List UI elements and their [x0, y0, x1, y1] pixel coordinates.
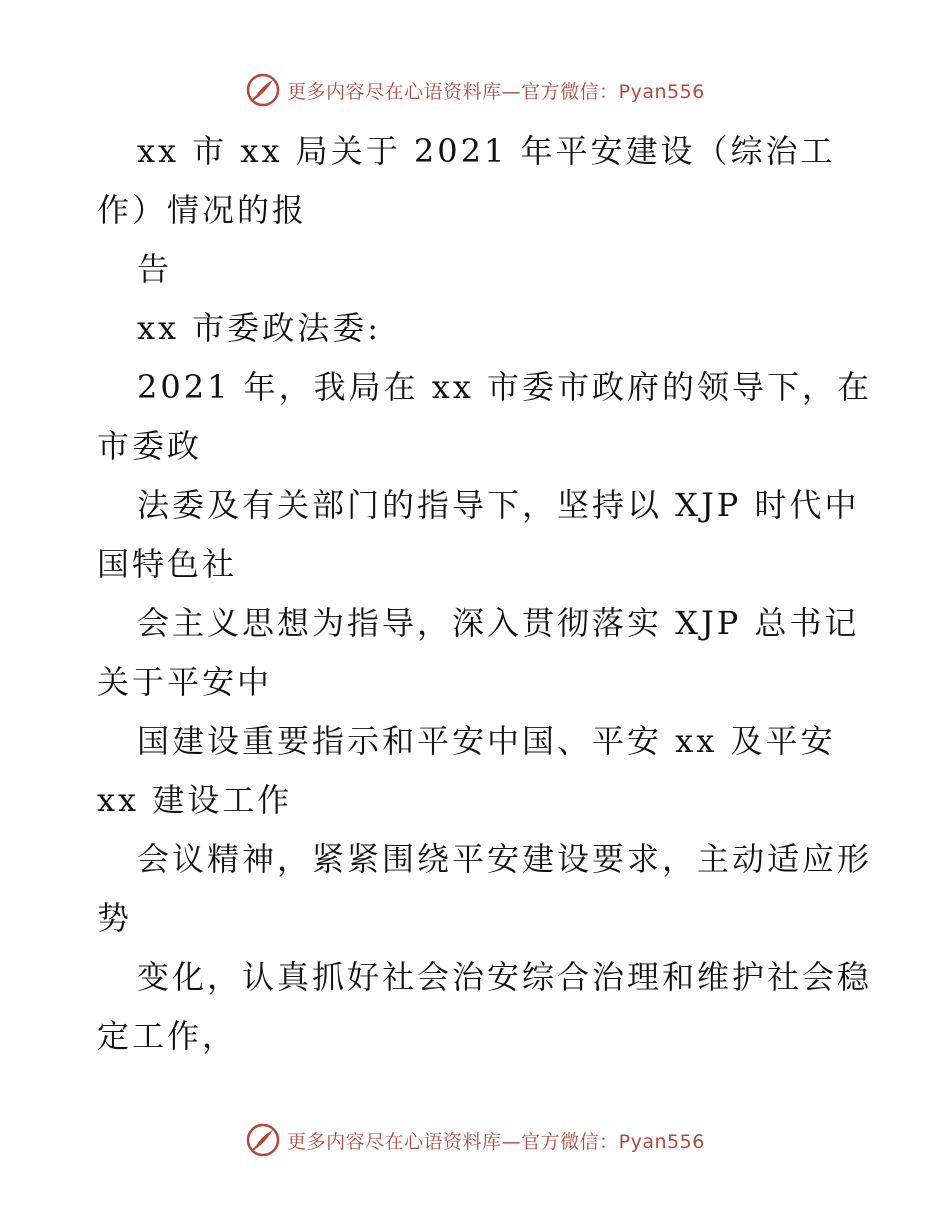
quill-logo-icon: [245, 1122, 281, 1158]
salutation: xx 市委政法委:: [137, 309, 382, 347]
paragraph-line: 国建设重要指示和平安中国、平安 xx 及平安: [137, 722, 836, 760]
header-banner-text: 更多内容尽在心语资料库—官方微信：Pyan556: [287, 80, 705, 103]
paragraph-line: 市委政: [97, 427, 203, 465]
title-line-1: xx 市 xx 局关于 2021 年平安建设（综治工: [137, 132, 836, 170]
paragraph-line: 势: [97, 899, 133, 937]
title-line-2: 作）情况的报: [97, 191, 308, 229]
document-body: [97, 122, 873, 1066]
paragraph-line: 2021 年，我局在 xx 市委市政府的领导下，在: [137, 368, 873, 406]
paragraph-line: 会议精神，紧紧围绕平安建设要求，主动适应形: [137, 840, 873, 878]
paragraph-line: 关于平安中: [97, 663, 273, 701]
title-line-3: 告: [137, 250, 173, 288]
quill-logo-icon: [245, 72, 281, 108]
paragraph-line: 定工作，: [97, 1017, 238, 1055]
paragraph-line: xx 建设工作: [97, 781, 293, 819]
paragraph-line: 国特色社: [97, 545, 238, 583]
header-banner: [0, 70, 950, 110]
footer-banner-text: 更多内容尽在心语资料库—官方微信：Pyan556: [287, 1130, 705, 1153]
paragraph-line: 会主义思想为指导，深入贯彻落实 XJP 总书记: [137, 604, 860, 642]
footer-banner: [0, 1120, 950, 1160]
paragraph-line: 法委及有关部门的指导下，坚持以 XJP 时代中: [137, 486, 860, 524]
paragraph-line: 变化，认真抓好社会治安综合治理和维护社会稳: [137, 958, 873, 996]
